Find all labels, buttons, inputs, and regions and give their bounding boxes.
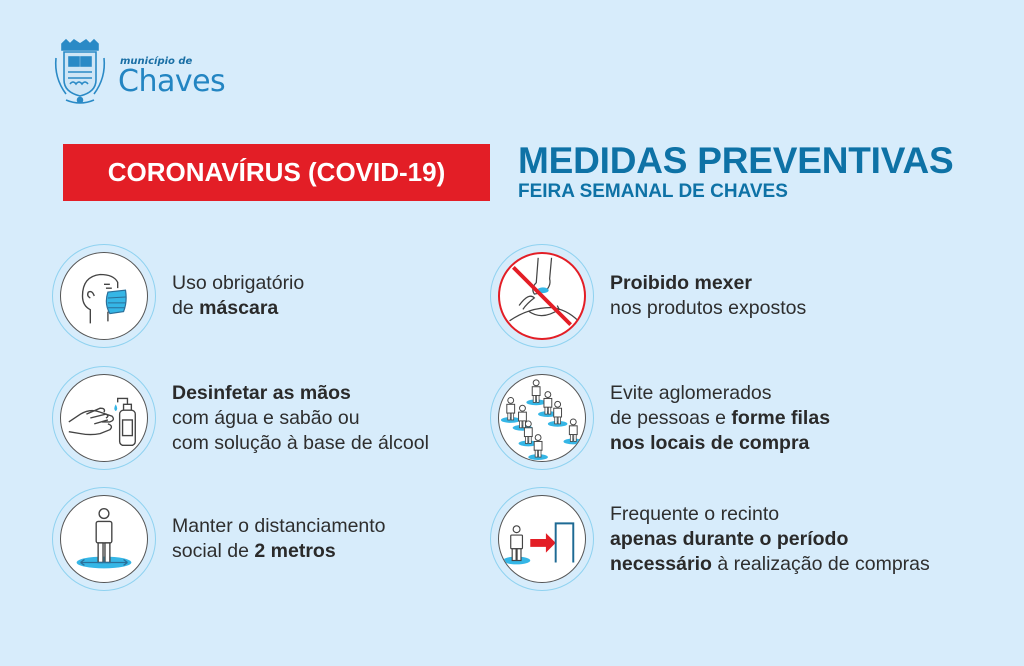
measure-no-touch bbox=[490, 244, 806, 348]
covid-banner bbox=[63, 144, 490, 201]
page-subtitle: FEIRA SEMANAL DE CHAVES bbox=[518, 181, 788, 202]
measure-text: Frequente o recinto apenas durante o período necessário à realização de compras bbox=[610, 502, 930, 575]
measure-avoid-crowds bbox=[490, 366, 830, 470]
measure-limited-stay bbox=[490, 487, 930, 591]
measure-hand-wash bbox=[52, 366, 429, 470]
chaves-coat-of-arms-icon bbox=[52, 38, 108, 108]
measure-mask bbox=[52, 244, 304, 348]
logo-title: Chaves bbox=[118, 63, 226, 99]
social-distance-icon bbox=[61, 496, 147, 582]
measure-text: Uso obrigatório de máscara bbox=[172, 272, 305, 319]
page-title: MEDIDAS PREVENTIVAS bbox=[518, 140, 954, 181]
face-mask-icon bbox=[61, 253, 147, 339]
title-block bbox=[518, 141, 953, 203]
measure-text: Proibido mexer nos produtos expostos bbox=[610, 272, 807, 319]
exit-door-icon bbox=[499, 496, 585, 582]
measure-text: Desinfetar as mãos com água e sabão ou com solução à base de álcool bbox=[172, 381, 429, 454]
measure-social-distance bbox=[52, 487, 386, 591]
covid-banner-label: CORONAVÍRUS (COVID-19) bbox=[107, 157, 446, 187]
logo-subtitle: município de bbox=[120, 55, 193, 67]
no-touch-products-icon bbox=[500, 254, 584, 338]
avoid-crowds-icon bbox=[499, 375, 585, 461]
hand-sanitizer-icon bbox=[61, 375, 147, 461]
measure-text: Manter o distanciamento social de 2 metros bbox=[172, 515, 386, 562]
measure-text: Evite aglomerados de pessoas e forme filas nos locais de compra bbox=[610, 381, 831, 454]
municipio-logo bbox=[52, 38, 225, 108]
